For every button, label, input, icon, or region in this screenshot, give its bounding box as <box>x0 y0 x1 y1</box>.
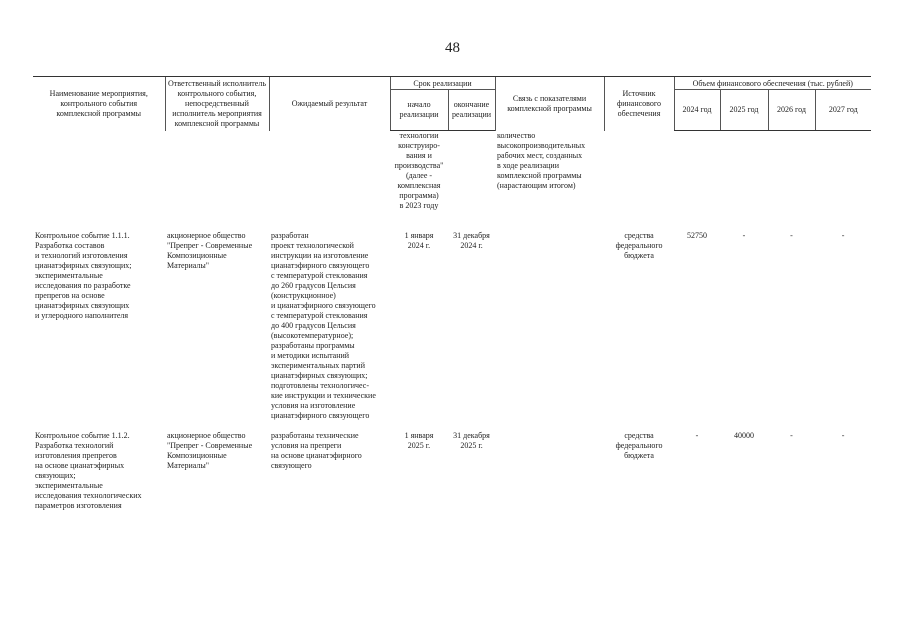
row-link <box>495 431 604 511</box>
row-source: средства федерального бюджета <box>615 431 663 460</box>
header-term-start: начало реализации <box>390 90 448 131</box>
row-2024: 52750 <box>687 231 708 240</box>
header-link: Связь с показателями комплексной программы <box>495 77 604 131</box>
row-start: 1 января 2025 г. <box>404 431 434 450</box>
header-name: Наименование мероприятия, контрольного события комплексной программы <box>33 77 165 131</box>
row-result: разработан проект технологической инструкции на изготовление цианатэфирного связующего с температурой стеклования до 260 градусов Цельсия (конструкционное) и цианатэфирного связующего с температурой стеклования до 400 градусов Цельсия (высокотемпературное); разработаны программы и методики испытаний экспериментальных партий цианатэфирных связующих; подготовлены технологичес- кие инструкции и технические условия на изготовление цианатэфирного связующего <box>271 231 376 420</box>
row-end: 31 декабря 2025 г. <box>453 431 490 450</box>
page-number: 48 <box>445 40 460 56</box>
row-name: Контрольное событие 1.1.2. Разработка технологий изготовления препрегов на основе цианатэфирных связующих; экспериментальные исследования технологических параметров изготовления <box>35 431 142 510</box>
continuation-start: технологии конструиро- вания и производства" (далее - комплексная программа) в 2023 году <box>394 131 444 210</box>
row-start: 1 января 2024 г. <box>404 231 434 250</box>
row-2025: - <box>742 231 746 240</box>
row-link <box>495 231 604 421</box>
row-2026: - <box>790 431 793 440</box>
header-2025: 2025 год <box>720 90 768 131</box>
header-executor: Ответственный исполнитель контрольного события, непосредственный исполнитель мероприятия комплексной программы <box>165 77 269 131</box>
header-term: Срок реализации <box>390 77 495 90</box>
header-2024: 2024 год <box>674 90 720 131</box>
table-row <box>33 431 871 511</box>
row-2024: - <box>695 431 699 440</box>
header-funding: Объем финансового обеспечения (тыс. рублей) <box>674 77 871 90</box>
continuation-link: количество высокопроизводительных рабочих мест, созданных в ходе реализации комплексной программы (нарастающим итогом) <box>497 130 586 190</box>
header-2026: 2026 год <box>768 90 815 131</box>
header-result: Ожидаемый результат <box>269 77 390 131</box>
header-term-end: окончание реализации <box>448 90 495 131</box>
header-2027: 2027 год <box>815 90 871 131</box>
row-2026: - <box>790 231 793 240</box>
row-result: разработаны технические условия на препреги на основе цианатэфирного связующего <box>271 431 362 470</box>
row-name: Контрольное событие 1.1.1. Разработка составов и технологий изготовления цианатэфирных связующих; экспериментальные исследования по разработке препрегов на основе цианатэфирных связующих и углеродного наполнителя <box>35 231 132 320</box>
table-row <box>33 231 871 421</box>
row-2025: 40000 <box>734 431 755 440</box>
row-end: 31 декабря 2024 г. <box>453 231 490 250</box>
row-2027: - <box>841 431 845 440</box>
row-2027: - <box>841 231 845 240</box>
row-executor: акционерное общество "Препрег - Современные Композиционные Материалы" <box>167 431 253 470</box>
header-source: Источник финансового обеспечения <box>604 77 674 131</box>
table-row-continuation <box>33 131 871 232</box>
row-source: средства федерального бюджета <box>615 231 663 260</box>
row-executor: акционерное общество "Препрег - Современные Композиционные Материалы" <box>167 231 253 270</box>
program-table <box>33 76 871 511</box>
